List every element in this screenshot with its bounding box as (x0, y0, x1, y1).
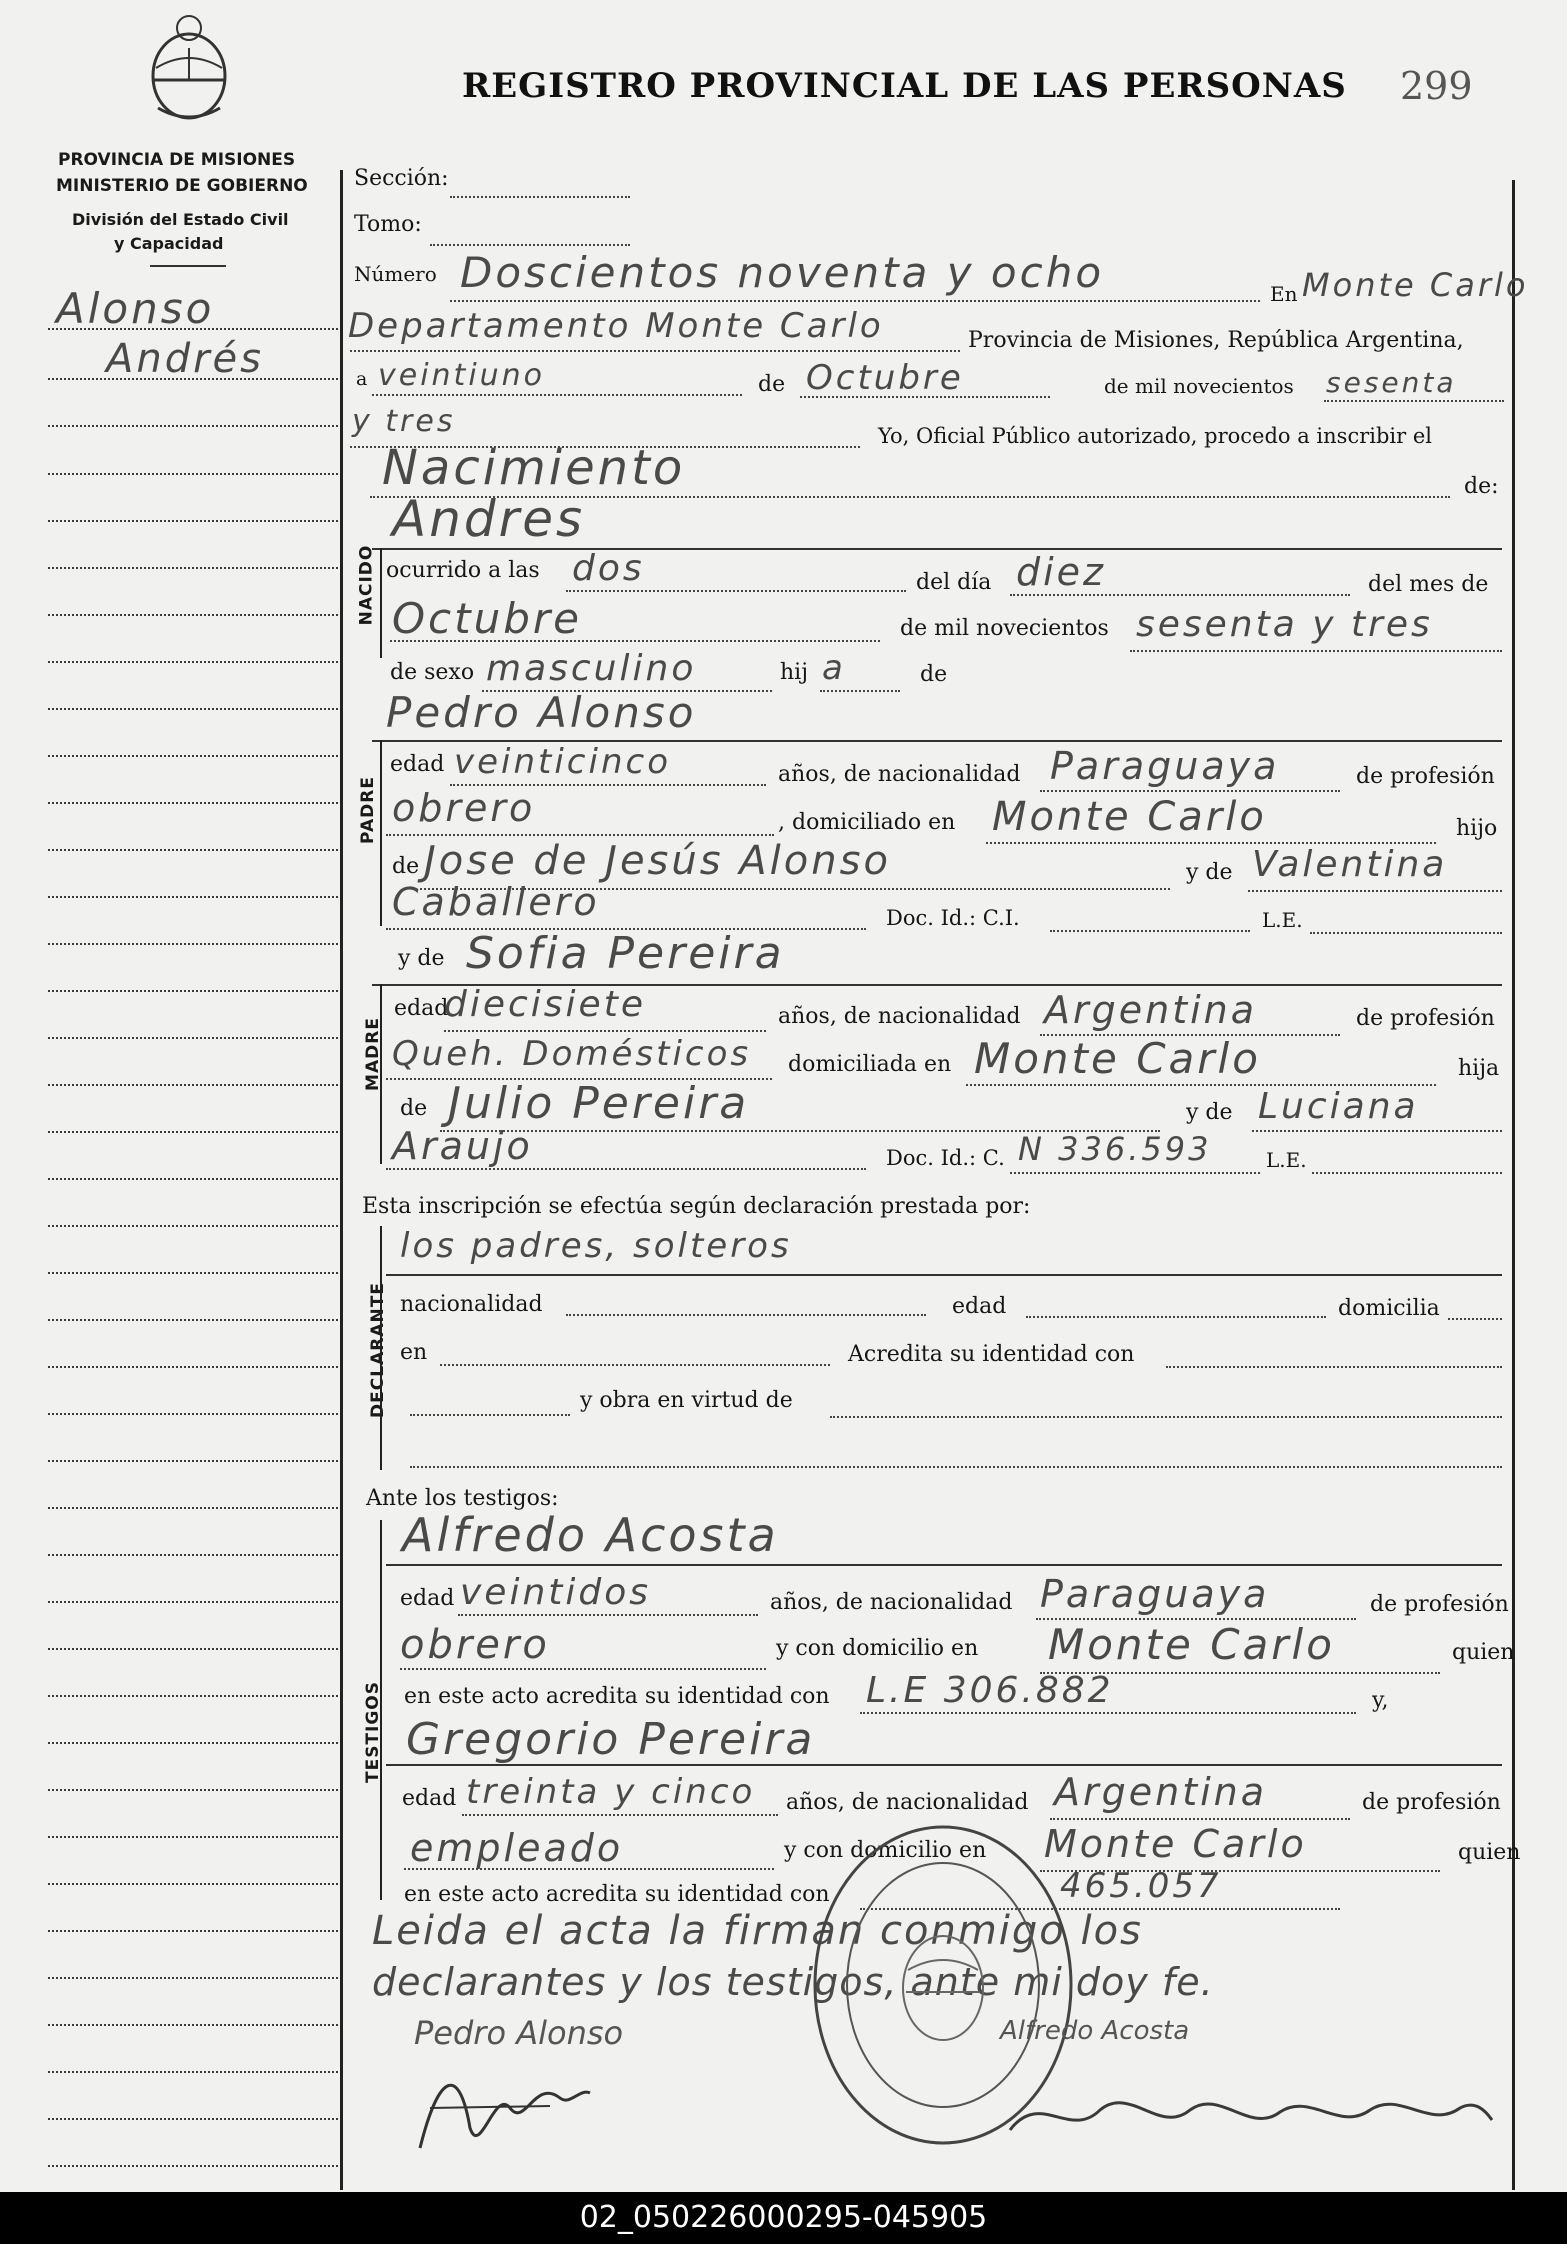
coat-of-arms-icon (138, 8, 240, 128)
sexo-value: masculino (486, 648, 697, 689)
madre-le-label: L.E. (1266, 1148, 1307, 1172)
testigo1-dom-label: y con domicilio en (776, 1636, 979, 1661)
de-mil-label-2: de mil novecientos (900, 616, 1109, 641)
yo-oficial-label: Yo, Oficial Público autorizado, procedo a inscribir el (878, 424, 1432, 448)
margin-line (48, 1366, 338, 1368)
testigo1-profesion-value: obrero (400, 1622, 550, 1668)
madre-profesion-value: Queh. Domésticos (392, 1034, 752, 1074)
header-underline (150, 265, 226, 267)
hora-value: dos (572, 548, 645, 589)
margin-line (48, 1413, 338, 1415)
padre-madre-value-1: Valentina (1252, 844, 1448, 885)
madre-doc-label: Doc. Id.: C. (886, 1146, 1005, 1170)
testigo2-dom-label: y con domicilio en (784, 1838, 987, 1863)
margin-line (48, 1084, 338, 1086)
signature-1: Pedro Alonso (414, 2014, 624, 2052)
madre-le-field (1312, 1172, 1502, 1174)
dia-nac-field (1010, 594, 1350, 596)
decl-acredita-label: Acredita su identidad con (848, 1342, 1135, 1367)
padre-le-field (1310, 932, 1502, 934)
testigo1-nacionalidad-value: Paraguaya (1040, 1572, 1270, 1616)
nacido-rule (380, 548, 382, 658)
padre-madre-value-2: Caballero (392, 880, 600, 924)
margin-line (48, 1883, 338, 1885)
testigo1-doc-field (860, 1712, 1356, 1714)
numero-field (450, 300, 1260, 302)
testigo1-domicilio-value: Monte Carlo (1048, 1620, 1335, 1669)
numero-label: Número (354, 262, 437, 286)
testigo1-edad-label: edad (400, 1586, 455, 1611)
padre-hijo-label: hijo (1456, 816, 1498, 841)
margin-line (48, 1554, 338, 1556)
padre-padre-value: Jose de Jesús Alonso (424, 838, 891, 884)
padre-profesion-value: obrero (392, 786, 536, 830)
del-dia-label: del día (916, 570, 992, 595)
signature-scrawl-icon (400, 2048, 600, 2168)
tipo-acto-value: Nacimiento (382, 440, 686, 496)
margin-given-name: Andrés (106, 336, 264, 382)
margin-line (48, 614, 338, 616)
mes-acta-field (800, 396, 1050, 398)
padre-doc-label: Doc. Id.: C.I. (886, 906, 1020, 930)
padre-edad-label: edad (390, 752, 445, 777)
nacido-label: NACIDO (356, 544, 377, 626)
seccion-label: Sección: (354, 166, 449, 191)
anio-acta-field (1324, 400, 1504, 402)
margin-surname: Alonso (56, 284, 215, 333)
madre-hija-label: hija (1458, 1056, 1500, 1081)
anio-nac-value: sesenta y tres (1136, 604, 1433, 645)
anio-nac-field (1130, 650, 1502, 652)
margin-line (48, 2024, 338, 2026)
decl-edad-label: edad (952, 1294, 1007, 1319)
declarantes-rule (386, 1274, 1502, 1276)
testigos-label: TESTIGOS (363, 1680, 384, 1784)
decl-nac-label: nacionalidad (400, 1292, 543, 1317)
margin-line (48, 896, 338, 898)
mes-acta-value: Octubre (806, 358, 964, 398)
testigo1-nombre-value: Alfredo Acosta (402, 1508, 779, 1562)
margin-line (48, 1131, 338, 1133)
de-mil-label: de mil novecientos (1104, 374, 1294, 398)
nombre-nacido-value: Andres (392, 490, 585, 548)
padre-de-label: de (392, 854, 420, 879)
mes-nac-value: Octubre (392, 594, 583, 643)
departamento-field (350, 350, 960, 352)
margin-line (48, 1789, 338, 1791)
margin-line (48, 1319, 338, 1321)
numero-value: Doscientos noventa y ocho (460, 248, 1105, 297)
margin-line (48, 2071, 338, 2073)
padre-doc-field (1050, 930, 1250, 932)
de-label-2: de (920, 662, 948, 687)
padre-domicilio-value: Monte Carlo (992, 794, 1267, 840)
madre-yde2-label: y de (1186, 1100, 1233, 1125)
madre-padre-value: Julio Pereira (448, 1078, 750, 1129)
madre-nacionalidad-value: Argentina (1044, 988, 1258, 1032)
seccion-field (450, 196, 630, 198)
margin-line (48, 1037, 338, 1039)
madre-label: MADRE (362, 1017, 383, 1091)
testigo1-profesion-field (400, 1668, 766, 1670)
a-label: a (356, 368, 368, 390)
madre-madre-value-1: Luciana (1258, 1086, 1419, 1127)
margin-line (48, 1742, 338, 1744)
madre-madre-field-2 (386, 1168, 866, 1170)
testigo2-nac-label: años, de nacionalidad (786, 1790, 1029, 1815)
testigo1-quien-label: quien (1452, 1640, 1515, 1665)
testigo2-edad-field (462, 1814, 778, 1816)
hij-field (820, 690, 900, 692)
padre-nacionalidad-field (1040, 790, 1340, 792)
dia-acta-field (372, 394, 742, 396)
madre-de-label: de (400, 1096, 428, 1121)
padre-madre-field (1248, 890, 1502, 892)
margin-line (48, 990, 338, 992)
page-number: 299 (1400, 64, 1473, 108)
margin-line (48, 1977, 338, 1979)
decl-en-field (440, 1364, 830, 1366)
madre-doc-field (1010, 1172, 1260, 1174)
division-line-2: y Capacidad (114, 234, 224, 253)
margin-line (48, 520, 338, 522)
madre-edad-field (444, 1030, 766, 1032)
padre-prof-label: de profesión (1356, 764, 1495, 789)
testigo1-edad-field (458, 1614, 758, 1616)
testigo1-edad-value: veintidos (460, 1572, 652, 1613)
madre-yde-label: y de (398, 946, 445, 971)
padre-le-label: L.E. (1262, 908, 1303, 932)
nacido-top-rule (372, 548, 1502, 550)
testigo2-nacionalidad-value: Argentina (1054, 1770, 1268, 1814)
madre-madre-value-2: Araujo (392, 1124, 533, 1168)
margin-line (48, 1648, 338, 1650)
provincia-label: Provincia de Misiones, República Argentina, (968, 328, 1464, 353)
testigo2-nombre-value: Gregorio Pereira (406, 1714, 816, 1765)
testigo1-prof-label: de profesión (1370, 1592, 1509, 1617)
testigo1-doc-value: L.E 306.882 (866, 1670, 1114, 1711)
padre-edad-value: veinticinco (454, 742, 671, 782)
margin-line (48, 1695, 338, 1697)
madre-edad-label: edad (394, 996, 449, 1021)
padre-profesion-field (386, 834, 774, 836)
declarante-label: DECLARANTE (367, 1282, 388, 1418)
de-colon-label: de: (1464, 474, 1499, 499)
testigo1-acredita-label: en este acto acredita su identidad con (404, 1684, 830, 1709)
madre-nombre-value: Sofia Pereira (466, 928, 785, 979)
margin-line (48, 425, 338, 427)
madre-madre-field (1252, 1130, 1502, 1132)
testigo1-y-label: y, (1372, 1688, 1389, 1713)
margin-line (48, 1930, 338, 1932)
margin-line (48, 1178, 338, 1180)
footer-code: 02_050226000295-045905 (0, 2192, 1567, 2244)
dia-nac-value: diez (1016, 550, 1107, 594)
testigo2-profesion-value: empleado (410, 1826, 624, 1870)
margin-line (48, 2118, 338, 2120)
margin-line (48, 849, 338, 851)
margin-line (48, 1225, 338, 1227)
margin-line (48, 661, 338, 663)
margin-line (48, 1836, 338, 1838)
testigo2-prof-label: de profesión (1362, 1790, 1501, 1815)
de-label: de (758, 372, 786, 397)
decl-domicilia-field (1448, 1318, 1502, 1320)
decl-acredita-field (1166, 1366, 1502, 1368)
anio-acta-value-2: y tres (352, 404, 456, 439)
decl-extra-field (410, 1466, 1502, 1468)
dia-acta-value: veintiuno (378, 358, 546, 393)
margin-rule (340, 170, 343, 2190)
testigo2-rule (386, 1764, 1502, 1766)
madre-doc-value: N 336.593 (1018, 1130, 1212, 1168)
decl-obra-label: y obra en virtud de (580, 1388, 793, 1413)
hora-field (566, 590, 906, 592)
madre-rule (380, 984, 382, 1164)
decl-nac-field (566, 1314, 926, 1316)
madre-prof-label: de profesión (1356, 1006, 1495, 1031)
margin-line (48, 802, 338, 804)
ocurrido-label: ocurrido a las (386, 558, 540, 583)
madre-domicilio-value: Monte Carlo (974, 1034, 1261, 1083)
hij-value: a (822, 648, 846, 688)
testigo2-doc-value: 465.057 (1060, 1866, 1222, 1906)
signature-2: Alfredo Acosta (1000, 2016, 1190, 2046)
margin-line (48, 1601, 338, 1603)
margin-line (48, 2165, 338, 2167)
cierre-line-2: declarantes y los testigos, ante mi doy fe. (372, 1960, 1214, 2004)
padre-rule (380, 740, 382, 926)
inscripcion-label: Esta inscripción se efectúa según declaración prestada por: (362, 1194, 1031, 1219)
sexo-label: de sexo (390, 660, 475, 685)
testigo2-acredita-label: en este acto acredita su identidad con (404, 1882, 830, 1907)
testigo2-nacionalidad-field (1050, 1818, 1350, 1820)
testigo2-edad-value: treinta y cinco (466, 1772, 756, 1812)
margin-line (48, 567, 338, 569)
province-name: PROVINCIA DE MISIONES (58, 150, 296, 170)
padre-dom-label: , domiciliado en (778, 810, 956, 835)
padre-label: PADRE (357, 776, 378, 844)
right-rule (1512, 180, 1515, 2190)
testigos-rule (380, 1520, 382, 1900)
tomo-label: Tomo: (354, 212, 422, 237)
madre-dom-label: domiciliada en (788, 1052, 952, 1077)
decl-en-label: en (400, 1340, 428, 1365)
padre-nacionalidad-value: Paraguaya (1050, 744, 1280, 788)
decl-obra-field-2 (830, 1416, 1502, 1418)
anio-acta-value-1: sesenta (1326, 366, 1457, 399)
mes-nac-field (390, 640, 880, 642)
decl-edad-field (1026, 1316, 1326, 1318)
margin-line (48, 755, 338, 757)
hij-label: hij (780, 660, 809, 685)
decl-domicilia-label: domicilia (1338, 1296, 1440, 1321)
testigo2-quien-label: quien (1458, 1840, 1521, 1865)
margin-line (48, 1507, 338, 1509)
departamento-value: Departamento Monte Carlo (348, 306, 884, 346)
declarante-rule (380, 1226, 382, 1470)
testigo1-nac-label: años, de nacionalidad (770, 1590, 1013, 1615)
testigo2-edad-label: edad (402, 1786, 457, 1811)
del-mes-label: del mes de (1368, 572, 1489, 597)
en-label: En (1270, 282, 1298, 306)
testigo2-profesion-field (404, 1868, 774, 1870)
ante-testigos-label: Ante los testigos: (366, 1486, 559, 1511)
madre-nac-label: años, de nacionalidad (778, 1004, 1021, 1029)
division-line-1: División del Estado Civil (72, 210, 289, 229)
margin-line (48, 1460, 338, 1462)
madre-edad-value: diecisiete (444, 984, 646, 1025)
tomo-field (430, 244, 630, 246)
padre-yde-label: y de (1186, 860, 1233, 885)
padre-nombre-value: Pedro Alonso (386, 688, 697, 737)
padre-nac-label: años, de nacionalidad (778, 762, 1021, 787)
declarantes-value: los padres, solteros (400, 1226, 792, 1266)
testigo1-rule (386, 1564, 1502, 1566)
margin-line (48, 473, 338, 475)
testigo2-domicilio-value: Monte Carlo (1044, 1822, 1307, 1866)
page-title: REGISTRO PROVINCIAL DE LAS PERSONAS (462, 66, 1347, 106)
official-signature-icon (1000, 2080, 1500, 2150)
margin-line (48, 1272, 338, 1274)
cierre-line-1: Leida el acta la firman conmigo los (372, 1908, 1143, 1954)
localidad-value: Monte Carlo (1302, 266, 1529, 304)
margin-line (48, 943, 338, 945)
margin-line (48, 708, 338, 710)
ministry-name: MINISTERIO DE GOBIERNO (56, 176, 308, 196)
decl-obra-field-1 (410, 1414, 570, 1416)
